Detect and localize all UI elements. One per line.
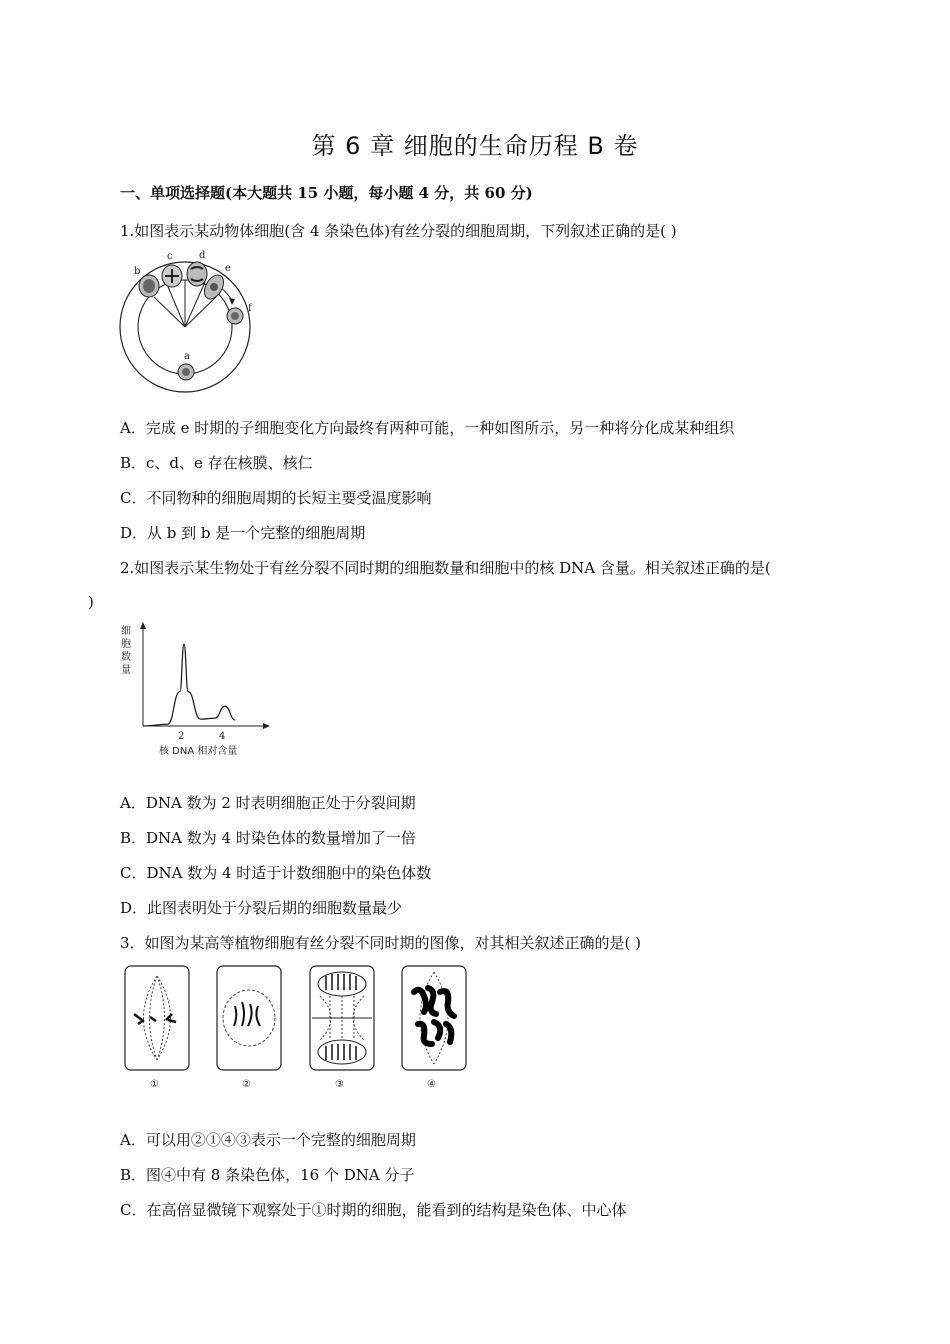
question-1-stem: 1.如图表示某动物体细胞(含 4 条染色体)有丝分裂的细胞周期，下列叙述正确的是( ) [120,222,677,240]
sector-line-2 [166,282,185,327]
label-c: c [167,251,173,262]
section-heading: 一、单项选择题(本大题共 15 小题，每小题 4 分，共 60 分) [120,184,533,202]
q2-option-c: C．DNA 数为 4 时适于计数细胞中的染色体数 [120,864,432,882]
q2-option-b: B．DNA 数为 4 时染色体的数量增加了一倍 [120,829,416,847]
mitosis-stages-figure [120,962,480,1092]
series-line [143,644,235,726]
q1-option-c: C．不同物种的细胞周期的长短主要受温度影响 [120,489,432,507]
cell-c [162,265,182,287]
y-axis-arrow [140,622,146,629]
question-3-stem: 3．如图为某高等植物细胞有丝分裂不同时期的图像，对其相关叙述正确的是( ) [120,934,642,952]
y-axis-label-char: 胞 [121,639,131,650]
question-2-stem: 2.如图表示某生物处于有丝分裂不同时期的细胞数量和细胞中的核 DNA 含量。相关叙述正确的是( [120,559,771,577]
label-f: f [248,303,252,314]
stage-label-3: ③ [335,1079,344,1090]
x-axis-arrow [263,723,270,729]
label-a: a [184,351,190,362]
stage-3-cell [310,966,374,1070]
label-b: b [134,266,141,277]
x-axis-label: 核 DNA 相对含量 [159,746,238,757]
sector-line-1 [154,297,185,327]
stage-2-cell [217,966,281,1070]
stage-4-cell [402,966,466,1070]
q1-option-b: B．c、d、e 存在核膜、核仁 [120,454,313,472]
cell-d [187,262,207,286]
question-2-stem-cont: ) [88,593,94,611]
y-axis-label-char: 细 [121,626,131,637]
q2-option-a: A．DNA 数为 2 时表明细胞正处于分裂间期 [120,794,416,812]
dna-content-chart [115,620,275,760]
cell-a [178,364,194,380]
y-axis-label-char: 量 [121,665,131,676]
x-tick-2: 2 [178,731,185,742]
page-title: 第 6 章 细胞的生命历程 B 卷 [311,132,639,160]
y-axis-label-char: 数 [121,652,131,663]
cell-b [139,275,159,297]
label-e: e [225,263,231,274]
stage-label-4: ④ [427,1079,436,1090]
q3-option-b: B．图④中有 8 条染色体，16 个 DNA 分子 [120,1166,415,1184]
q3-option-a: A．可以用②①④③表示一个完整的细胞周期 [120,1131,416,1149]
q2-option-d: D．此图表明处于分裂后期的细胞数量最少 [120,899,403,917]
cell-f [227,308,243,324]
stage-1-cell [125,966,189,1070]
sector-line-4 [185,282,205,327]
cell-cycle-diagram [118,245,268,395]
stage-label-2: ② [242,1079,251,1090]
arrow-head [229,298,235,305]
sector-line-5 [185,297,216,327]
q1-option-d: D．从 b 到 b 是一个完整的细胞周期 [120,524,366,542]
stage-label-1: ① [150,1079,159,1090]
q1-option-a: A．完成 e 时期的子细胞变化方向最终有两种可能，一种如图所示，另一种将分化成某种组织 [120,419,735,437]
q3-option-c: C．在高倍显微镜下观察处于①时期的细胞，能看到的结构是染色体、中心体 [120,1201,627,1219]
x-tick-4: 4 [219,731,226,742]
label-d: d [199,250,206,261]
